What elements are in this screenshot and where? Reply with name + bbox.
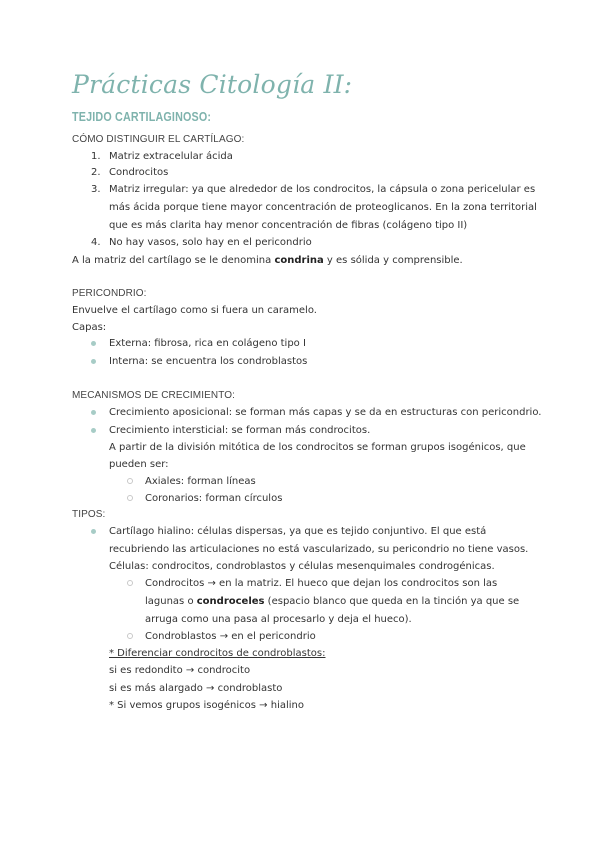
list-item: No hay vasos, solo hay en el pericondrio — [109, 237, 312, 248]
list-number: 3. — [91, 184, 101, 195]
list-item-continuation: recubriendo las articulaciones no está vascularizado, su pericondrio no tiene vasos. — [109, 544, 529, 555]
diferenciar-title: * Diferenciar condrocitos de condroblastos: — [109, 648, 326, 659]
bullet-icon — [91, 341, 96, 346]
capas-label: Capas: — [72, 322, 107, 333]
list-item: Condrocitos — [109, 167, 169, 178]
diferenciar-line: * Si vemos grupos isogénicos → hialino — [109, 700, 304, 711]
list-item-continuation: A partir de la división mitótica de los condrocitos se forman grupos isogénicos, que — [109, 442, 526, 453]
sub-list-item: Axiales: forman líneas — [145, 476, 256, 487]
bullet-icon — [91, 529, 96, 534]
bullet-icon — [91, 428, 96, 433]
list-item: Matriz irregular: ya que alrededor de los condrocitos, la cápsula o zona pericelular es — [109, 184, 536, 195]
heading-mecanismos: MECANISMOS DE CRECIMIENTO: — [72, 390, 235, 401]
list-number: 1. — [91, 151, 101, 162]
bullet-icon — [91, 410, 96, 415]
circle-bullet-icon — [127, 495, 133, 501]
diferenciar-line: si es más alargado → condroblasto — [109, 683, 283, 694]
diferenciar-line: si es redondito → condrocito — [109, 665, 251, 676]
heading-como-distinguir: CÓMO DISTINGUIR EL CARTÍLAGO: — [72, 134, 245, 145]
pericondrio-description: Envuelve el cartílago como si fuera un caramelo. — [72, 305, 317, 316]
list-item-continuation: Células: condrocitos, condroblastos y células mesenquimales condrogénicas. — [109, 561, 495, 572]
list-item-continuation: más ácida porque tiene mayor concentración de proteoglicanos. En la zona territorial — [109, 202, 537, 213]
list-item: Crecimiento aposicional: se forman más capas y se da en estructuras con pericondrio. — [109, 407, 542, 418]
list-item: Matriz extracelular ácida — [109, 151, 233, 162]
list-item: Cartílago hialino: células dispersas, ya que es tejido conjuntivo. El que está — [109, 526, 487, 537]
list-number: 4. — [91, 237, 101, 248]
heading-tipos: TIPOS: — [72, 509, 106, 520]
sub-list-item-continuation: arruga como una pasa al procesarlo y deja el hueco). — [145, 614, 412, 625]
circle-bullet-icon — [127, 580, 133, 586]
heading-pericondrio: PERICONDRIO: — [72, 288, 147, 299]
condrina-note: A la matriz del cartílago se le denomina condrina y es sólida y comprensible. — [72, 255, 463, 266]
list-number: 2. — [91, 167, 101, 178]
page-title: Prácticas Citología II: — [72, 70, 353, 99]
list-item: Externa: fibrosa, rica en colágeno tipo I — [109, 338, 306, 349]
list-item-continuation: pueden ser: — [109, 459, 169, 470]
section-title-tejido: TEJIDO CARTILAGINOSO: — [72, 110, 212, 124]
bullet-icon — [91, 359, 96, 364]
sub-list-item: Condroblastos → en el pericondrio — [145, 631, 316, 642]
sub-list-item-continuation: lagunas o condroceles (espacio blanco que queda en la tinción ya que se — [145, 596, 520, 607]
list-item: Crecimiento intersticial: se forman más condrocitos. — [109, 425, 371, 436]
list-item: Interna: se encuentra los condroblastos — [109, 356, 308, 367]
circle-bullet-icon — [127, 633, 133, 639]
circle-bullet-icon — [127, 478, 133, 484]
list-item-continuation: que es más clarita hay menor concentración de fibras (colágeno tipo II) — [109, 220, 468, 231]
sub-list-item: Condrocitos → en la matriz. El hueco que dejan los condrocitos son las — [145, 578, 498, 589]
sub-list-item: Coronarios: forman círculos — [145, 493, 283, 504]
